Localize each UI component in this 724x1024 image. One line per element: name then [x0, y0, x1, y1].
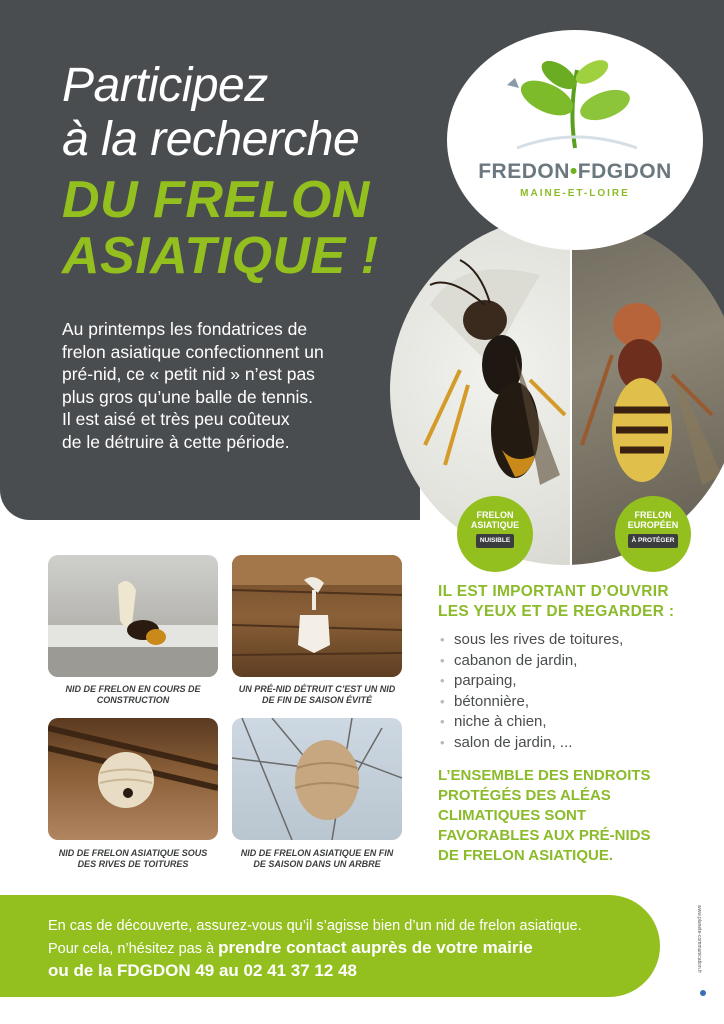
caption-line: NID DE FRELON ASIATIQUE EN FIN — [240, 848, 394, 858]
title-line-3: DU FRELON — [62, 171, 370, 229]
contact-banner — [0, 895, 660, 997]
places-list — [440, 630, 623, 753]
cta-line-1: En cas de découverte, assurez-vous qu’il s’agisse bien d’un nid de frelon asiatique. — [48, 918, 582, 934]
intro-line: pré-nid, ce « petit nid » n’est pas — [62, 364, 315, 384]
caption-line: UN PRÉ-NID DÉTRUIT C’EST UN NID — [238, 684, 396, 694]
credit-logo-icon — [700, 990, 706, 996]
list-item — [440, 712, 623, 733]
caption-line: NID DE FRELON EN COURS DE — [65, 684, 201, 694]
logo-right: FDGDON — [577, 160, 672, 183]
caption-line: NID DE FRELON ASIATIQUE SOUS — [58, 848, 208, 858]
badge-european-hornet — [615, 496, 691, 572]
conclusion-line: FAVORABLES AUX PRÉ-NIDS — [438, 827, 651, 844]
list-item-text: niche à chien, — [454, 713, 547, 730]
intro-line: Il est aisé et très peu coûteux — [62, 409, 290, 429]
logo-circle — [447, 30, 703, 250]
credit-text: www.planete-communication.fr — [696, 905, 702, 974]
bullet-icon: • — [440, 714, 445, 729]
title-line-1: Participez — [62, 59, 268, 112]
list-item-text: sous les rives de toitures, — [454, 631, 624, 648]
logo-dot: • — [569, 160, 578, 183]
badge-line: ASIATIQUE — [470, 520, 520, 530]
list-item-text: parpaing, — [454, 672, 517, 689]
photo-nest-construction — [48, 555, 218, 677]
intro-line: Au printemps les fondatrices de — [62, 319, 308, 339]
side-heading-line: IL EST IMPORTANT D’OUVRIR — [438, 583, 669, 600]
cta-line-2-bold: prendre contact auprès de votre mairie — [218, 938, 533, 957]
caption-line: CONSTRUCTION — [96, 695, 170, 705]
list-item — [440, 692, 623, 713]
list-item-text: bétonnière, — [454, 692, 530, 710]
roof-nest-illustration — [48, 718, 218, 840]
list-item-text: salon de jardin, ... — [454, 733, 573, 751]
bullet-icon: • — [440, 652, 445, 668]
photo-caption — [228, 684, 406, 706]
logo-wordmark — [447, 160, 703, 184]
badge-tag: À PROTÉGER — [628, 534, 679, 548]
photo-caption — [44, 684, 222, 706]
list-item-text: cabanon de jardin, — [454, 651, 578, 669]
photo-nest-in-tree — [232, 718, 402, 840]
badge-line: FRELON — [634, 510, 672, 520]
intro-line: plus gros qu’une balle de tennis. — [62, 386, 314, 407]
conclusion-line: PROTÉGÉS DES ALÉAS — [438, 787, 611, 804]
badge-tag: NUISIBLE — [476, 534, 514, 548]
nest-construction-illustration — [48, 555, 218, 677]
tree-nest-illustration — [232, 718, 402, 840]
photo-caption — [44, 848, 222, 870]
side-heading-line: LES YEUX ET DE REGARDER : — [438, 603, 675, 620]
side-heading — [438, 582, 698, 622]
photo-nest-under-roof — [48, 718, 218, 840]
intro-paragraph — [62, 318, 392, 453]
caption-line: DE FIN DE SAISON ÉVITÉ — [261, 695, 373, 705]
badge-line: FRELON — [476, 510, 514, 520]
cta-line-3: ou de la FDGDON 49 au 02 41 37 12 48 — [48, 961, 357, 980]
photo-caption — [228, 848, 406, 870]
list-item — [440, 733, 623, 754]
badge-asian-hornet — [457, 496, 533, 572]
destroyed-nest-illustration — [232, 555, 402, 677]
title-line-4: ASIATIQUE ! — [62, 227, 379, 285]
bullet-icon: • — [440, 673, 445, 688]
cta-line-2 — [48, 937, 660, 960]
cta-line-2-prefix: Pour cela, n’hésitez pas à — [48, 941, 219, 957]
intro-line: de le détruire à cette période. — [62, 431, 290, 452]
intro-line: frelon asiatique confectionnent un — [62, 341, 324, 362]
conclusion-line: CLIMATIQUES SONT — [438, 807, 587, 824]
logo-left: FREDON — [478, 160, 570, 183]
logo-subtitle: MAINE-ET-LOIRE — [520, 188, 630, 199]
bullet-icon: • — [440, 693, 445, 709]
bullet-icon: • — [440, 632, 445, 647]
conclusion-line: L’ENSEMBLE DES ENDROITS — [438, 767, 651, 784]
title-line-2: à la recherche — [62, 113, 360, 166]
list-item — [440, 671, 623, 692]
leaf-logo-icon — [447, 30, 703, 160]
conclusion-line: DE FRELON ASIATIQUE. — [438, 847, 614, 864]
caption-line: DE SAISON DANS UN ARBRE — [253, 859, 381, 869]
badge-line: EUROPÉEN — [627, 520, 679, 530]
side-conclusion — [438, 766, 718, 866]
list-item — [440, 630, 623, 651]
list-item — [440, 651, 623, 672]
bullet-icon: • — [440, 734, 445, 750]
photo-destroyed-pre-nest — [232, 555, 402, 677]
caption-line: DES RIVES DE TOITURES — [77, 859, 189, 869]
